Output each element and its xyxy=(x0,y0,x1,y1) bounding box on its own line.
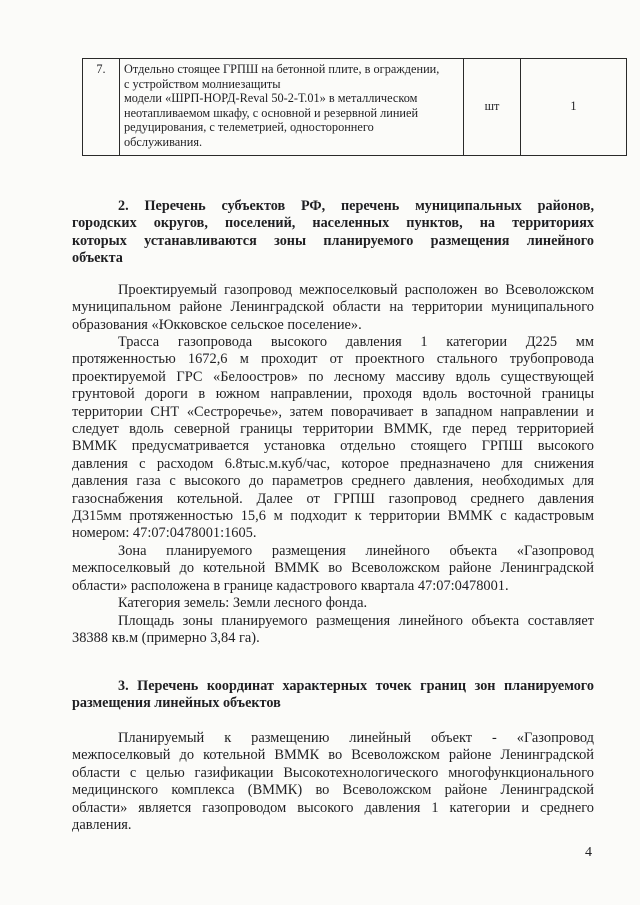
description-line: модели «ШРП-НОРД-Reval 50-2-Т.01» в металлическом xyxy=(124,91,418,106)
heading-line: 3. Перечень координат характерных точек границ зон планируемого xyxy=(118,678,594,694)
text-line: грунтовой дороги в южном направлении, проходя вдоль восточной границы xyxy=(72,386,594,403)
text-line: образования «Юкковское сельское поселение». xyxy=(72,316,362,333)
row-unit: шт xyxy=(464,59,521,156)
page-number: 4 xyxy=(585,845,592,860)
text-line: газоснабжения котельной. Далее от ГРПШ газопровод среднего давления xyxy=(72,490,594,507)
text-line: Трасса газопровода высокого давления 1 категории Д225 мм xyxy=(118,334,594,350)
section-3-heading xyxy=(72,678,594,713)
text-line: давления с расходом 6.8тыс.м.куб/час, которое предназначено для снижения xyxy=(72,455,594,472)
text-line: медицинского комплекса (ВММК) во Всеволожском районе Ленинградской xyxy=(72,782,594,799)
description-line: редуцирования, с телеметрией, одностороннего xyxy=(124,120,374,135)
text-line: области» расположена в границе кадастрового квартала 47:07:0478001. xyxy=(72,577,509,594)
table-row xyxy=(83,59,627,156)
text-line: протяженностью 1672,6 м проходит от проектного стального трубопровода xyxy=(72,351,594,368)
text-line: 38388 кв.м (примерно 3,84 га). xyxy=(72,630,260,647)
section-2-paragraph-3 xyxy=(72,543,594,595)
text-line: межпоселковый до котельной ВММК во Всеволожском районе Ленинградской xyxy=(72,560,594,577)
section-2-heading xyxy=(72,198,594,268)
section-3-paragraph-1 xyxy=(72,730,594,834)
section-2-paragraph-1 xyxy=(72,282,594,334)
description-line: обслуживания. xyxy=(124,134,203,149)
description-line: Отдельно стоящее ГРПШ на бетонной плите, в ограждении, xyxy=(124,62,440,76)
text-line: проектируемой ГРС «Белоостров» по лесному массиву вдоль существующей xyxy=(72,368,594,385)
equipment-table xyxy=(82,58,627,156)
text-line: территории СНТ «Сестроречье», затем поворачивает в западном направлении и xyxy=(72,403,594,420)
text-line: давления. xyxy=(72,817,132,834)
section-2-paragraph-2 xyxy=(72,334,594,543)
text-line: области» является газопроводом высокого давления 1 категории и среднего xyxy=(72,799,594,816)
text-line: Зона планируемого размещения линейного объекта «Газопровод xyxy=(118,543,594,559)
row-number: 7. xyxy=(83,59,120,156)
text-line: Проектируемый газопровод межпоселковый расположен во Всеволожском xyxy=(118,282,594,298)
heading-line: объекта xyxy=(72,250,123,267)
row-description xyxy=(120,59,464,156)
description-line: с устройством молниезащиты xyxy=(124,76,281,91)
text-line: следует вдоль северной границы территории ВММК, где перед территорией xyxy=(72,421,594,438)
section-2-paragraph-4 xyxy=(72,595,594,612)
heading-line: городских округов, поселений, населенных пунктов, на территориях xyxy=(72,215,594,232)
text-line: давления газа с высокого до параметров среднего давления, необходимых для xyxy=(72,473,594,490)
heading-line: размещения линейных объектов xyxy=(72,695,281,712)
section-2-paragraph-5 xyxy=(72,613,594,648)
text-line: области с целью газификации Высокотехнологического многофункционального xyxy=(72,764,594,781)
text-line: ВММК предусматривается установка отдельно стоящего ГРПШ высокого xyxy=(72,438,594,455)
text-line: Планируемый к размещению линейный объект - «Газопровод xyxy=(118,730,594,746)
row-quantity: 1 xyxy=(521,59,627,156)
heading-line: 2. Перечень субъектов РФ, перечень муниципальных районов, xyxy=(118,198,594,214)
text-line: муниципальном районе Ленинградской области на территории муниципального xyxy=(72,299,594,316)
text-line: Площадь зоны планируемого размещения линейного объекта составляет xyxy=(118,613,594,629)
text-line: Категория земель: Земли лесного фонда. xyxy=(118,595,368,611)
text-line: межпоселковый до котельной ВММК во Всеволожском районе Ленинградской xyxy=(72,747,594,764)
text-line: номером: 47:07:0478001:1605. xyxy=(72,525,257,542)
heading-line: которых устанавливаются зоны планируемого размещения линейного xyxy=(72,232,594,249)
text-line: Д315мм протяженностью 15,6 м подходит к территории ВММК с кадастровым xyxy=(72,508,594,525)
description-line: неотапливаемом шкафу, с основной и резервной линией xyxy=(124,105,419,120)
